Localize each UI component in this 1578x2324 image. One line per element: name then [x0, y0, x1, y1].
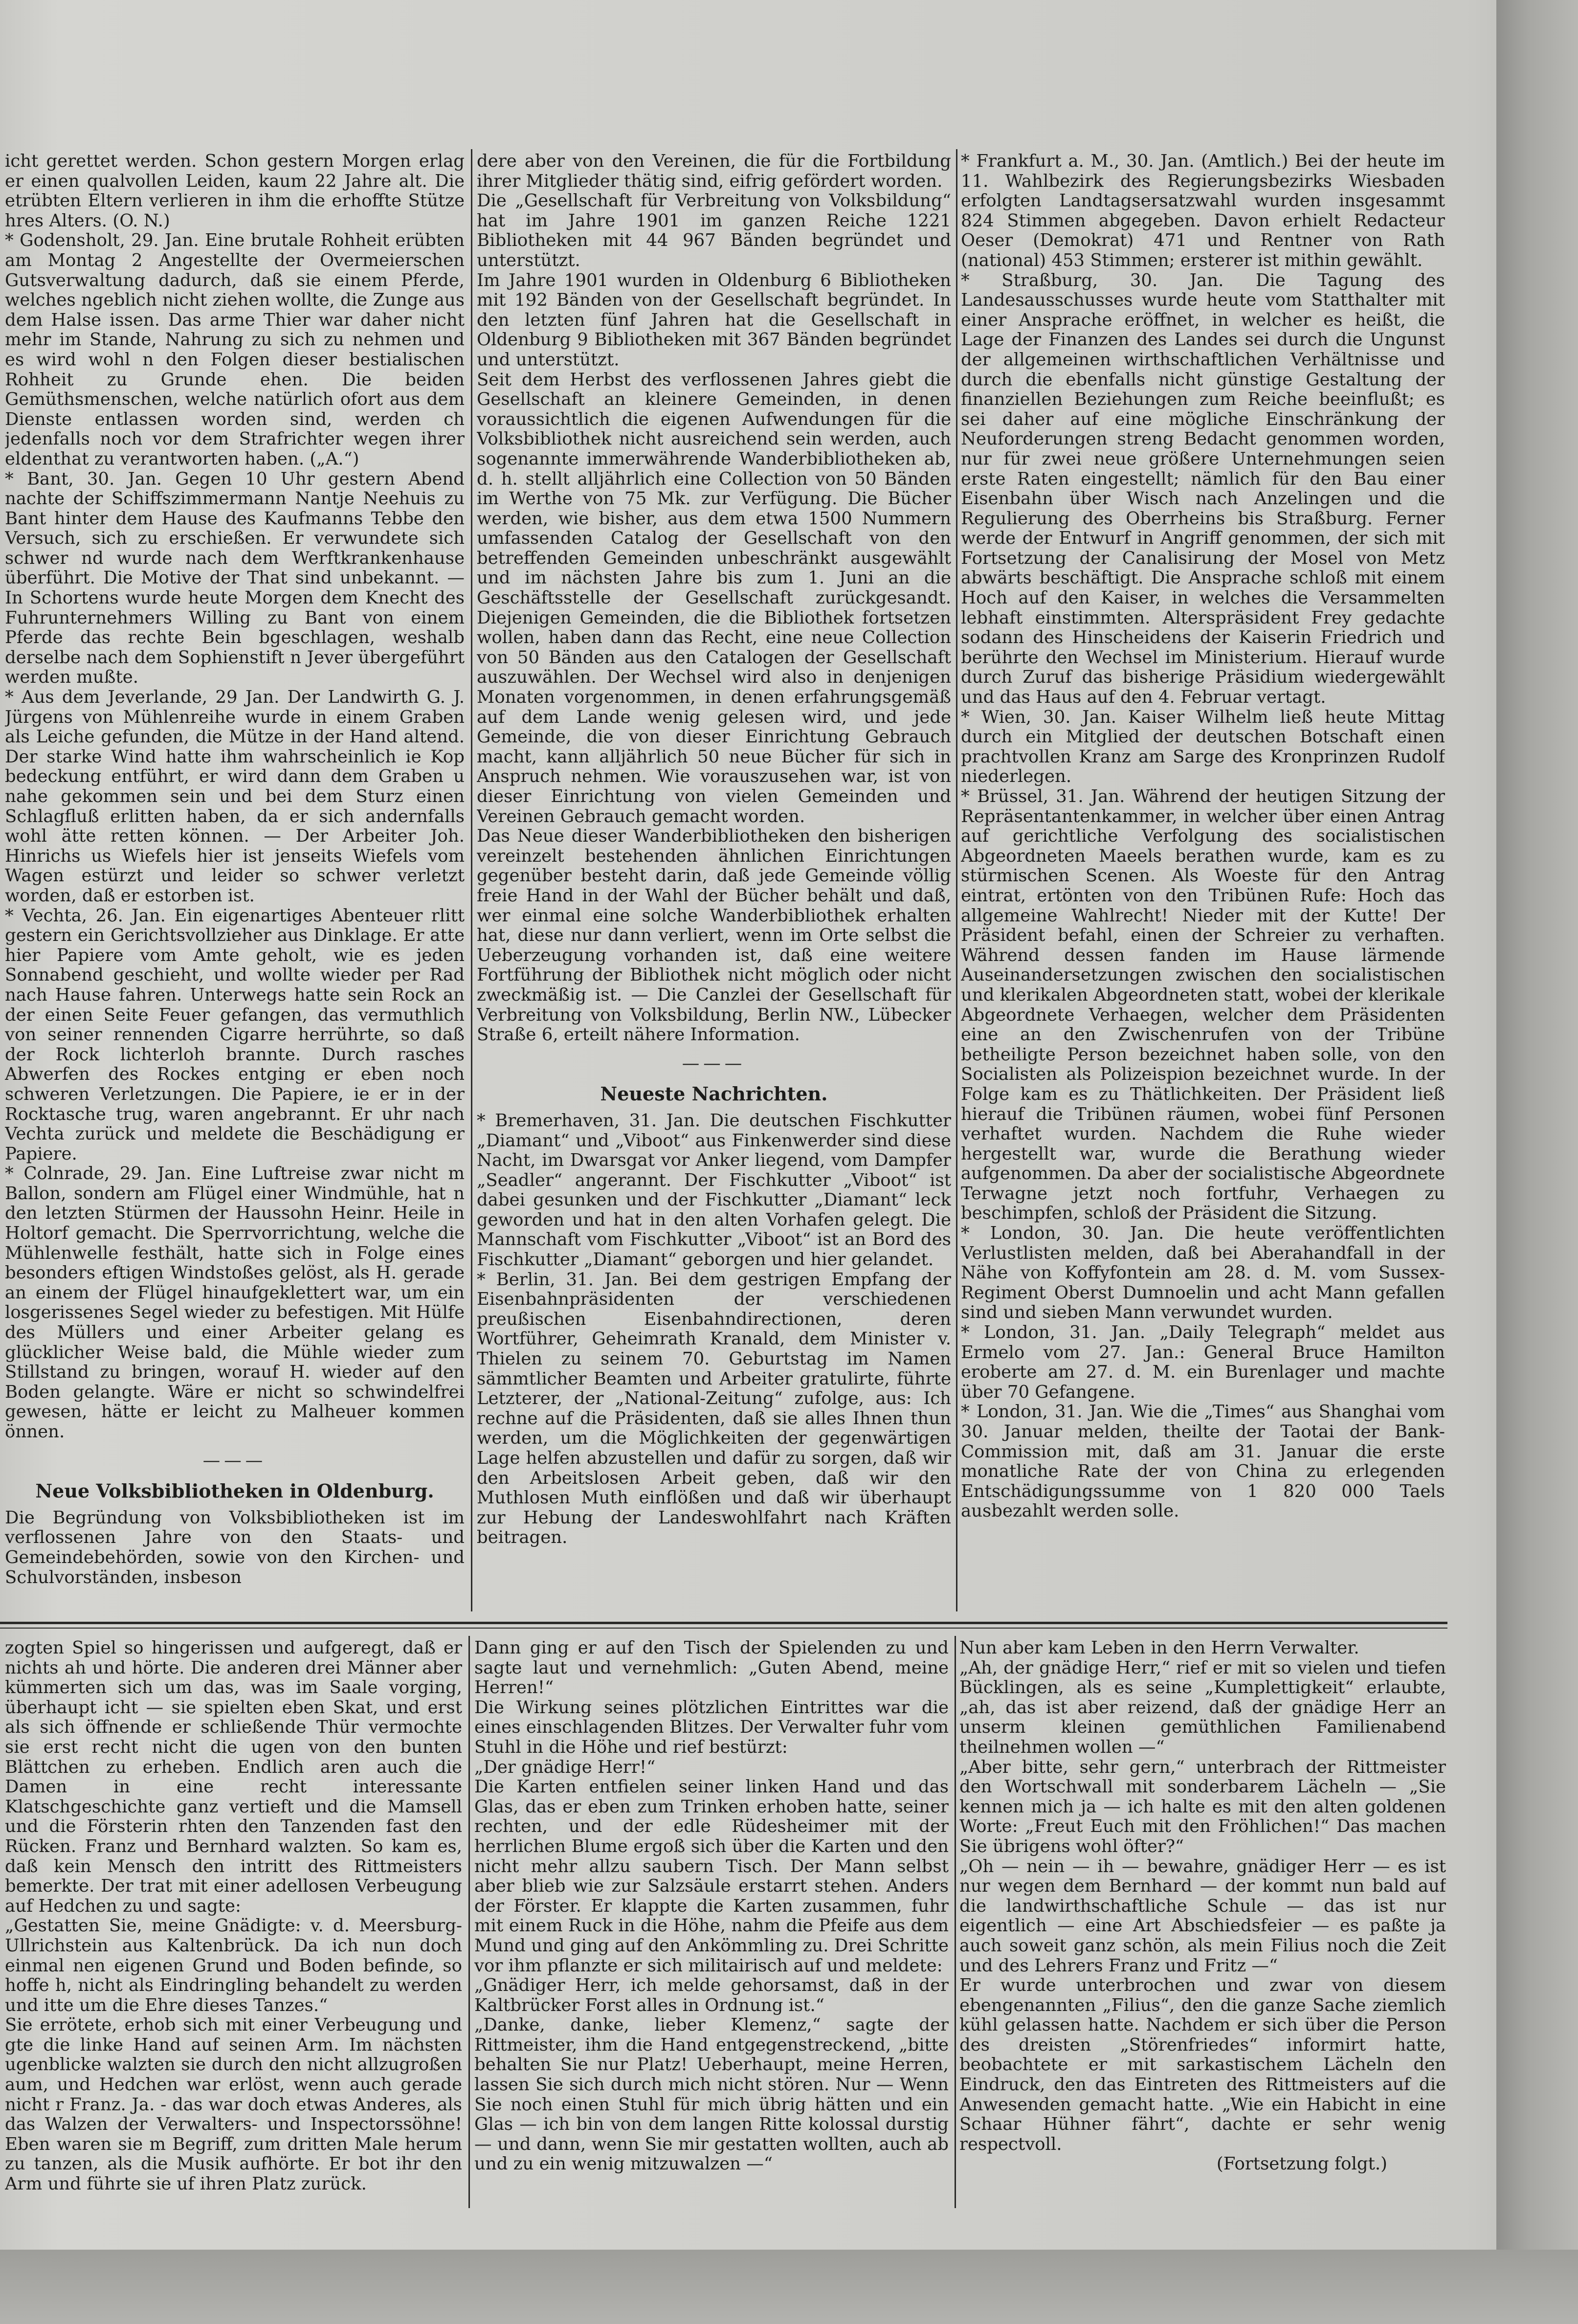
- article-paragraph: Im Jahre 1901 wurden in Oldenburg 6 Bibliotheken mit 192 Bänden von der Gesellschaft begründet. In den letzten fünf Jahren hat die Gesellschaft in Oldenburg 9 Bibliotheken mit 367 Bänden begründet und unterstützt.: [477, 270, 951, 370]
- story-paragraph: „Danke, danke, lieber Klemenz,“ sagte der Rittmeister, ihm die Hand entgegenstreckend, „bitte behalten Sie nur Platz! Ueberhaupt, meine Herren, lassen Sie sich durch mich nicht stören. Nur — Wenn Sie noch einen Stuhl für mich übrig hätten und ein Glas — ich bin von dem langen Ritte kolossal durstig — und dann, wenn Sie mir gestatten wollten, auch ab und zu ein wenig mitzuwalzen —“: [474, 2015, 949, 2174]
- continuation-note: (Fortsetzung folgt.): [1216, 2154, 1387, 2174]
- page-edge-shadow: [1496, 0, 1578, 2324]
- news-column-3: [961, 152, 1445, 1614]
- article-paragraph: Das Neue dieser Wanderbibliotheken den bisherigen vereinzelt bestehenden ähnlichen Einrichtungen gegenüber besteht darin, daß jede Gemeinde völlig freie Hand in der Wahl der Bücher behält und daß, wer einmal eine solche Wanderbibliothek erhalten hat, diese nur dann verliert, wenn im Orte selbst die Ueberzeugung vorhanden ist, daß eine weitere Fortführung der Bibliothek nicht möglich oder nicht zweckmäßig ist. — Die Canzlei der Gesellschaft für Verbreitung von Volksbildung, Berlin NW., Lübecker Straße 6, erteilt nähere Information.: [477, 826, 951, 1045]
- page-bottom-margin: [0, 2250, 1578, 2324]
- story-paragraph: Die Wirkung seines plötzlichen Eintrittes war die eines einschlagenden Blitzes. Der Verwalter fuhr vom Stuhl in die Höhe und rief bestürzt:: [474, 1697, 949, 1757]
- story-paragraph: „Ah, der gnädige Herr,“ rief er mit so vielen und tiefen Bücklingen, als es seine „Kumplettigkeit“ erlaubte, „ah, das ist aber reizend, daß der gnädige Herr an unserm kleinen gemüthlichen Familienabend theilnehmen wollen —“: [959, 1657, 1446, 1757]
- news-paragraph: * London, 30. Jan. Die heute veröffentlichten Verlustlisten melden, daß bei Aberahandfall in der Nähe von Koffyfontein am 28. d. M. vom Sussex-Regiment Oberst Dumnoelin und acht Mann gefallen sind und sieben Mann verwundet wurden.: [961, 1223, 1445, 1323]
- feuilleton-divider-line-2: [0, 1628, 1447, 1629]
- story-paragraph: Sie errötete, erhob sich mit einer Verbeugung und gte die linke Hand auf seinen Arm. Im nächsten ugenblicke walzten sie durch den nicht allzugroßen aum, und Hedchen war erlöst, wenn auch gerade nicht r Franz. Ja. - das war doch etwas Anderes, als das Walzen der Verwalters- und Inspectorssöhne! Eben waren sie m Begriff, zum dritten Male herum zu tanzen, als die Musik aufhörte. Er bot ihr den Arm und führte sie uf ihren Platz zurück.: [5, 2015, 462, 2194]
- column-divider-2: [956, 149, 957, 1611]
- news-paragraph: * Wien, 30. Jan. Kaiser Wilhelm ließ heute Mittag durch ein Mitglied der deutschen Botschaft einen prachtvollen Kranz am Sarge des Kronprinzen Rudolf niederlegen.: [961, 707, 1445, 787]
- story-paragraph: „Der gnädige Herr!“: [474, 1757, 656, 1777]
- section-separator: ———: [202, 1450, 267, 1471]
- news-paragraph: * Godensholt, 29. Jan. Eine brutale Rohheit erübten am Montag 2 Angestellte der Overmeierschen Gutsverwaltung dadurch, daß sie einem Pferde, welches ngeblich nicht ziehen wollte, die Zunge aus dem Halse issen. Das arme Thier war daher nicht mehr im Stande, Nahrung zu sich zu nehmen und es wird wohl n den Folgen dieser bestialischen Rohheit zu Grunde ehen. Die beiden Gemüthsmenschen, welche natürlich ofort aus dem Dienste entlassen worden sind, werden ch jedenfalls noch vor dem Strafrichter wegen ihrer eldenthat zu verantworten haben. („A.“): [5, 230, 465, 469]
- story-paragraph: Er wurde unterbrochen und zwar von diesem ebengenannten „Filius“, den die ganze Sache ziemlich kühl gelassen hatte. Nachdem er sich über die Person des dreisten „Störenfriedes“ informirt hatte, beobachtete er mit sarkastischem Lächeln den Eindruck, den das Eintreten des Rittmeisters auf die Anwesenden gemacht hatte. „Wie ein Habicht in eine Schaar Hühner fährt“, dachte er sehr wenig respectvoll.: [959, 1975, 1446, 2154]
- story-paragraph: „Gnädiger Herr, ich melde gehorsamst, daß in der Kaltbrücker Forst alles in Ordnung ist.“: [474, 1975, 949, 2015]
- section-separator: ———: [682, 1053, 746, 1073]
- feuilleton-divider-1: [468, 1636, 470, 2208]
- story-paragraph: zogten Spiel so hingerissen und aufgeregt, daß er nichts ah und hörte. Die anderen drei Männer aber kümmerten sich um das, was im Saale vorging, überhaupt icht — sie spielten eben Skat, und erst als sich öffnende er schließende Thür vermochte sie erst recht nicht die ugen von den bunten Blättchen zu erheben. Endlich aren auch die Damen in eine recht interessante Klatschgeschichte ganz vertieft und die Mamsell und die Försterin rhten den Tanzenden fast den Rücken. Franz und Bernhard walzten. So kam es, daß kein Mensch den intritt des Rittmeisters bemerkte. Der trat mit einer adellosen Verbeugung auf Hedchen zu und sagte:: [5, 1638, 462, 1916]
- article-paragraph: Die Begründung von Volksbibliotheken ist im verflossenen Jahre von den Staats- und Gemeindebehörden, sowie von den Kirchen- und Schulvorständen, insbeson: [5, 1507, 465, 1587]
- news-column-1: [5, 152, 465, 1589]
- feuilleton-column-2: [474, 1638, 949, 2206]
- article-paragraph: Die „Gesellschaft für Verbreitung von Volksbildung“ hat im Jahre 1901 im ganzen Reiche 1221 Bibliotheken mit 44 967 Bänden begründet und unterstützt.: [477, 191, 951, 270]
- news-paragraph: * Straßburg, 30. Jan. Die Tagung des Landesausschusses wurde heute vom Statthalter mit einer Ansprache eröffnet, in welcher es heißt, die Lage der Finanzen des Landes sei durch die Ungunst der allgemeinen wirthschaftlichen Verhältnisse und durch die ebenfalls nicht günstige Gestaltung der finanziellen Beziehungen zum Reiche beeinflußt; es sei daher auf eine mögliche Einschränkung der Neuforderungen streng Bedacht genommen worden, nur für zwei neue größere Unternehmungen seien erste Raten eingestellt; nämlich für den Bau einer Eisenbahn über Wisch nach Anzelingen und die Regulierung des Oberrheins bis Straßburg. Ferner werde der Entwurf in Angriff genommen, der sich mit Fortsetzung der Canalisirung der Mosel von Metz abwärts beschäftigt. Die Ansprache schloß mit einem Hoch auf den Kaiser, in welches die Versammelten lebhaft einstimmten. Alterspräsident Frey gedachte sodann des Hinscheidens der Kaiserin Friedrich und berührte den Wechsel im Ministerium. Hierauf wurde durch Zuruf das bisherige Präsidium wiedergewählt und das Haus auf den 4. Februar vertagt.: [961, 270, 1445, 708]
- story-paragraph: „Aber bitte, sehr gern,“ unterbrach der Rittmeister den Wortschwall mit sonderbarem Lächeln — „Sie kennen mich ja — ich halte es mit den alten goldenen Worte: „Freut Euch mit den Fröhlichen!“ Das machen Sie übrigens wohl öfter?“: [959, 1757, 1446, 1856]
- article-paragraph: dere aber von den Vereinen, die für die Fortbildung ihrer Mitglieder thätig sind, eifrig gefördert worden.: [477, 152, 951, 191]
- news-paragraph: * London, 31. Jan. Wie die „Times“ aus Shanghai vom 30. Januar melden, theilte der Taotai der Bank-Commission mit, daß am 31. Januar die erste monatliche Rate der von China zu erlegenden Entschädigungssumme von 1 820 000 Taels ausbezahlt werden solle.: [961, 1402, 1445, 1521]
- news-paragraph: * Bant, 30. Jan. Gegen 10 Uhr gestern Abend nachte der Schiffszimmermann Nantje Neehuis zu Bant hinter dem Hause des Kaufmanns Tebbe den Versuch, sich zu erschießen. Er verwundete sich schwer nd wurde nach dem Werftkrankenhause überführt. Die Motive der That sind unbekannt. — In Schortens wurde heute Morgen dem Knecht des Fuhrunternehmers Willing zu Bant von einem Pferde das rechte Bein bgeschlagen, weshalb derselbe nach dem Sophienstift n Jever übergeführt werden mußte.: [5, 469, 465, 688]
- news-paragraph: * Colnrade, 29. Jan. Eine Luftreise zwar nicht m Ballon, sondern am Flügel einer Windmühle, hat n den letzten Stürmen der Haussohn Heinr. Heile in Holtorf gemacht. Die Sperrvorrichtung, welche die Mühlenwelle festhält, hatte sich in Folge eines besonders eftigen Windstoßes gelöst, als H. gerade an einem der Flügel hinaufgeklettert war, um ein losgerissenes Segel wieder zu befestigen. Mit Hülfe des Müllers und einer Arbeiter gelang es glücklicher Weise bald, die Mühle wieder zum Stillstand zu bringen, worauf H. wieder auf den Boden gelangte. Wäre er nicht so schwindelfrei gewesen, hätte er leicht zu Malheuer kommen önnen.: [5, 1163, 465, 1442]
- feuilleton-divider-line: [0, 1622, 1447, 1624]
- news-column-2: [477, 152, 951, 1614]
- news-paragraph: icht gerettet werden. Schon gestern Morgen erlag er einen qualvollen Leiden, kaum 22 Jahre alt. Die etrübten Eltern verlieren in ihm die erhoffte Stütze hres Alters. (O. N.): [5, 152, 465, 231]
- article-paragraph: Seit dem Herbst des verflossenen Jahres giebt die Gesellschaft an kleinere Gemeinden, in denen voraussichtlich die eigenen Aufwendungen für die Volksbibliothek nicht ausreichend sein werden, auch sogenannte immerwährende Wanderbibliotheken ab, d. h. stellt alljährlich eine Collection von 50 Bänden im Werthe von 75 Mk. zur Verfügung. Die Bücher werden, wie bisher, aus dem etwa 1500 Nummern umfassenden Catalog der Gesellschaft von den betreffenden Gemeinden unbeschränkt ausgewählt und im nächsten Jahre bis zum 1. Juni an die Geschäftsstelle der Gesellschaft zurückgesandt. Diejenigen Gemeinden, die die Bibliothek fortsetzen wollen, haben dann das Recht, eine neue Collection von 50 Bänden aus den Catalogen der Gesellschaft auszuwählen. Der Wechsel wird also in denjenigen Monaten vorgenommen, in denen erfahrungsgemäß auf dem Lande wenig gelesen wird, und jede Gemeinde, die von dieser Einrichtung Gebrauch macht, kann alljährlich 50 neue Bücher für sich in Anspruch nehmen. Wie vorauszusehen war, ist von dieser Einrichtung von vielen Gemeinden und Vereinen Gebrauch gemacht worden.: [477, 369, 951, 827]
- news-paragraph: * Berlin, 31. Jan. Bei dem gestrigen Empfang der Eisenbahnpräsidenten der verschiedenen preußischen Eisenbahndirectionen, deren Wortführer, Geheimrath Kranald, dem Minister v. Thielen zu seinem 70. Geburtstag im Namen sämmtlicher Beamten und Arbeiter gratulirte, führte Letzterer, der „National-Zeitung“ zufolge, aus: Ich rechne auf die Präsidenten, daß sie alles Ihnen thun werden, um die Möglichkeiten der gegenwärtigen Lage helfen abzustellen und dafür zu sorgen, daß wir den Arbeitslosen Arbeit geben, daß wir den Muthlosen Muth einflößen und daß wir überhaupt zur Hebung der Landeswohlfahrt nach Kräften beitragen.: [477, 1269, 951, 1548]
- column-divider-1: [471, 149, 472, 1611]
- story-paragraph: „Gestatten Sie, meine Gnädigte: v. d. Meersburg-Ullrichstein aus Kaltenbrück. Da ich nun doch einmal nen eigenen Grund und Boden befinde, so hoffe h, nicht als Eindringling behandelt zu werden und itte um die Ehre dieses Tanzes.“: [5, 1916, 462, 2015]
- news-paragraph: * Bremerhaven, 31. Jan. Die deutschen Fischkutter „Diamant“ und „Viboot“ aus Finkenwerder sind diese Nacht, im Dwarsgat vor Anker liegend, vom Dampfer „Seadler“ angerannt. Der Fischkutter „Viboot“ ist dabei gesunken und der Fischkutter „Diamant“ leck geworden und hat in den alten Vorhafen gelegt. Die Mannschaft vom Fischkutter „Viboot“ ist an Bord des Fischkutter „Diamant“ geborgen und hier gelandet.: [477, 1110, 951, 1270]
- story-paragraph: Dann ging er auf den Tisch der Spielenden zu und sagte laut und vernehmlich: „Guten Abend, meine Herren!“: [474, 1638, 949, 1698]
- news-paragraph: * Aus dem Jeverlande, 29 Jan. Der Landwirth G. J. Jürgens von Mühlenreihe wurde in einem Graben als Leiche gefunden, die Mütze in der Hand altend. Der starke Wind hatte ihm wahrscheinlich ie Kop bedeckung entführt, er wird dann dem Graben u nahe gekommen sein und bei dem Sturz einen Schlagfluß erlitten haben, da er sich andernfalls wohl ätte retten können. — Der Arbeiter Joh. Hinrichs us Wiefels hier ist jenseits Wiefels vom Wagen estürzt und leider so schwer verletzt worden, daß er estorben ist.: [5, 687, 465, 906]
- feuilleton-column-3: [959, 1638, 1446, 2206]
- story-paragraph: Nun aber kam Leben in den Herrn Verwalter.: [959, 1638, 1359, 1658]
- news-paragraph: * Frankfurt a. M., 30. Jan. (Amtlich.) Bei der heute im 11. Wahlbezirk des Regierungsbezirks Wiesbaden erfolgten Landtagsersatzwahl wurden insgesammt 824 Stimmen abgegeben. Davon erhielt Redacteur Oeser (Demokrat) 471 und Rentner von Rath (national) 453 Stimmen; ersterer ist mithin gewählt.: [961, 152, 1445, 270]
- news-paragraph: * Brüssel, 31. Jan. Während der heutigen Sitzung der Repräsentantenkammer, in welcher über einen Antrag auf gerichtliche Verfolgung des socialistischen Abgeordneten Maeels berathen wurde, kam es zu stürmischen Scenen. Als Woeste für den Antrag eintrat, ertönten von den Tribünen Rufe: Hoch das allgemeine Wahlrecht! Nieder mit der Kutte! Der Präsident befahl, einen der Schreier zu verhaften. Während dessen fanden im Hause lärmende Auseinandersetzungen zwischen den socialistischen und klerikalen Abgeordneten statt, wobei der klerikale Abgeordnete Verhaegen, welcher dem Präsidenten eine an den Zwischenrufen von der Tribüne betheiligte Person bezeichnet haben solle, von den Socialisten als Polizeispion bezeichnet wurde. In der Folge kam es zu Thätlichkeiten. Der Präsident ließ hierauf die Tribünen räumen, wobei fünf Personen verhaftet wurden. Nachdem die Ruhe wieder hergestellt war, wurde die Berathung wieder aufgenommen. Da aber der socialistische Abgeordnete Terwagne jetzt noch fortfuhr, Verhaegen zu beschimpfen, schloß der Präsident die Sitzung.: [961, 786, 1445, 1224]
- feuilleton-column-1: [5, 1638, 462, 2206]
- feuilleton-divider-2: [955, 1636, 956, 2208]
- story-paragraph: „Oh — nein — ih — bewahre, gnädiger Herr — es ist nur wegen dem Bernhard — der kommt nun bald auf die landwirthschaftliche Schule — das ist nur eigentlich — eine Art Abschiedsfeier — es paßte ja auch soweit ganz schön, als mein Filius noch die Zeit und des Lehrers Franz und Fritz —“: [959, 1856, 1446, 1976]
- news-paragraph: * London, 31. Jan. „Daily Telegraph“ meldet aus Ermelo vom 27. Jan.: General Bruce Hamilton eroberte am 27. d. M. ein Burenlager und machte über 70 Gefangene.: [961, 1322, 1445, 1402]
- story-paragraph: Die Karten entfielen seiner linken Hand und das Glas, das er eben zum Trinken erhoben hatte, seiner rechten, und der edle Rüdesheimer mit der herrlichen Blume ergoß sich über die Karten und den nicht mehr allzu saubern Tisch. Der Mann selbst aber blieb wie zur Salzsäule erstarrt stehen. Anders der Förster. Er klappte die Karten zusammen, fuhr mit einem Ruck in die Höhe, nahm die Pfeife aus dem Mund und ging auf den Ankömmling zu. Drei Schritte vor ihm pflanzte er sich militairisch auf und meldete:: [474, 1777, 949, 1976]
- section-headline: Neueste Nachrichten.: [600, 1083, 828, 1105]
- news-paragraph: * Vechta, 26. Jan. Ein eigenartiges Abenteuer rlitt gestern ein Gerichtsvollzieher aus Dinklage. Er atte hier Papiere vom Amte geholt, wie es jeden Sonnabend geschieht, und wollte wieder per Rad nach Hause fahren. Unterwegs hatte sein Rock an der einen Seite Feuer gefangen, das vermuthlich von seiner rennenden Cigarre herrührte, so daß der Rock lichterloh brannte. Durch rasches Abwerfen des Rockes entging er eben noch schweren Verletzungen. Die Papiere, ie er in der Rocktasche trug, waren angebrannt. Er uhr nach Vechta zurück und meldete die Beschädigung er Papiere.: [5, 905, 465, 1164]
- article-headline: Neue Volksbibliotheken in Oldenburg.: [35, 1480, 434, 1502]
